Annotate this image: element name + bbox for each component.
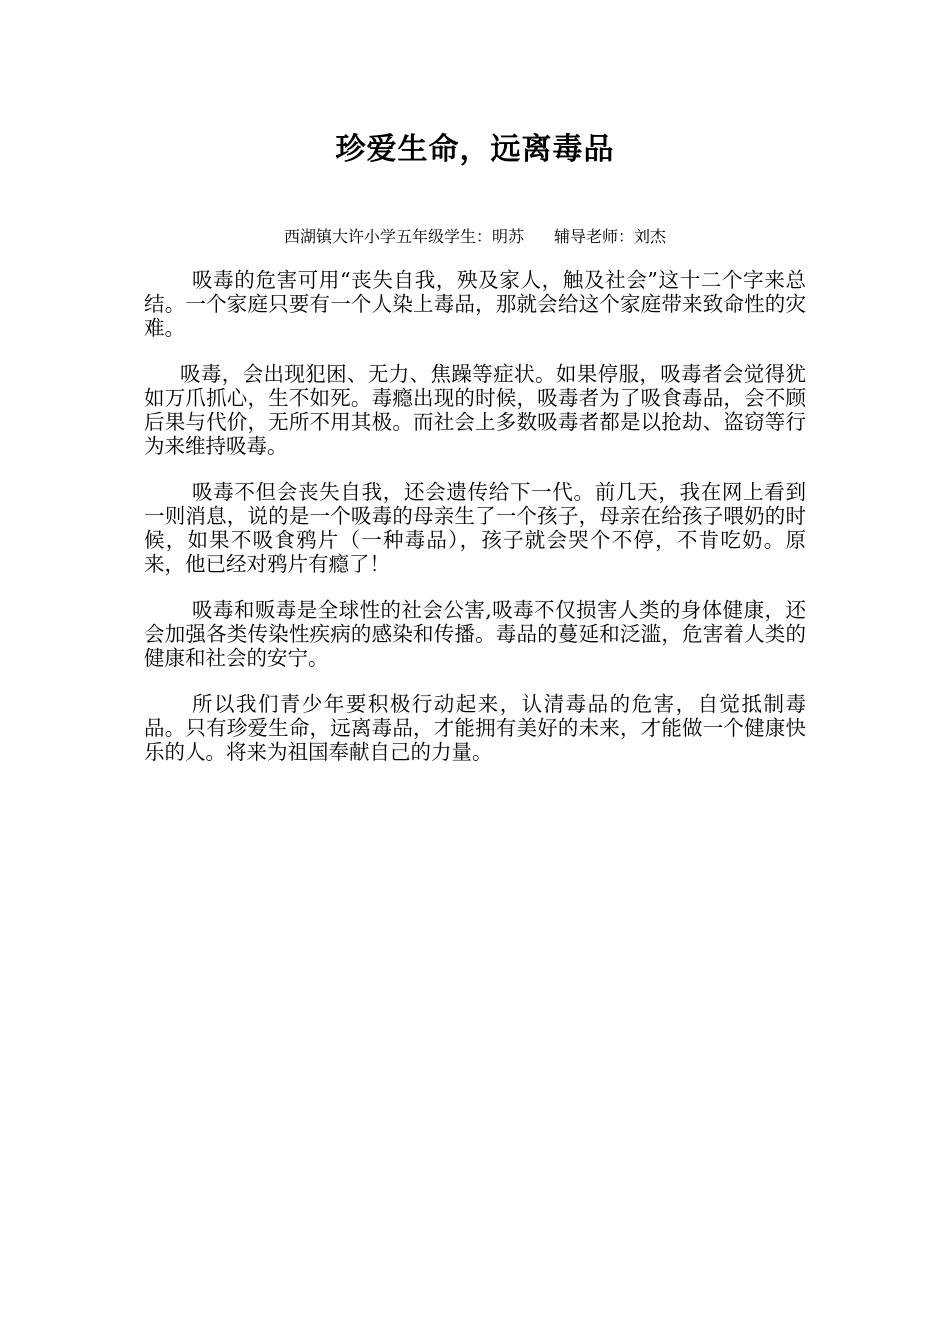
paragraph-1: 吸毒的危害可用“丧失自我，殃及家人，触及社会”这十二个字来总结。一个家庭只要有一个人染上毒品，那就会给这个家庭带来致命性的灾难。 <box>144 268 806 340</box>
essay-body <box>144 268 806 786</box>
paragraph-5: 所以我们青少年要积极行动起来，认清毒品的危害，自觉抵制毒品。只有珍爱生命，远离毒品，才能拥有美好的未来，才能做一个健康快乐的人。将来为祖国奉献自己的力量。 <box>144 692 806 764</box>
byline <box>0 226 950 248</box>
document-title: 珍爱生命，远离毒品 <box>335 132 615 167</box>
paragraph-4: 吸毒和贩毒是全球性的社会公害,吸毒不仅损害人类的身体健康，还会加强各类传染性疾病的感染和传播。毒品的蔓延和泛滥，危害着人类的健康和社会的安宁。 <box>144 598 806 670</box>
paragraph-2: 吸毒，会出现犯困、无力、焦躁等症状。如果停服，吸毒者会觉得犹如万爪抓心，生不如死。毒瘾出现的时候，吸毒者为了吸食毒品，会不顾后果与代价，无所不用其极。而社会上多数吸毒者都是以抢劫、盗窃等行为来维持吸毒。 <box>144 362 806 458</box>
byline-student: 西湖镇大许小学五年级学生：明苏 <box>283 227 524 246</box>
paragraph-3: 吸毒不但会丧失自我，还会遗传给下一代。前几天，我在网上看到一则消息，说的是一个吸毒的母亲生了一个孩子，母亲在给孩子喂奶的时候，如果不吸食鸦片（一种毒品），孩子就会哭个不停，不肯吃奶。原来，他已经对鸦片有瘾了！ <box>144 480 806 576</box>
byline-teacher: 辅导老师：刘杰 <box>554 227 667 246</box>
